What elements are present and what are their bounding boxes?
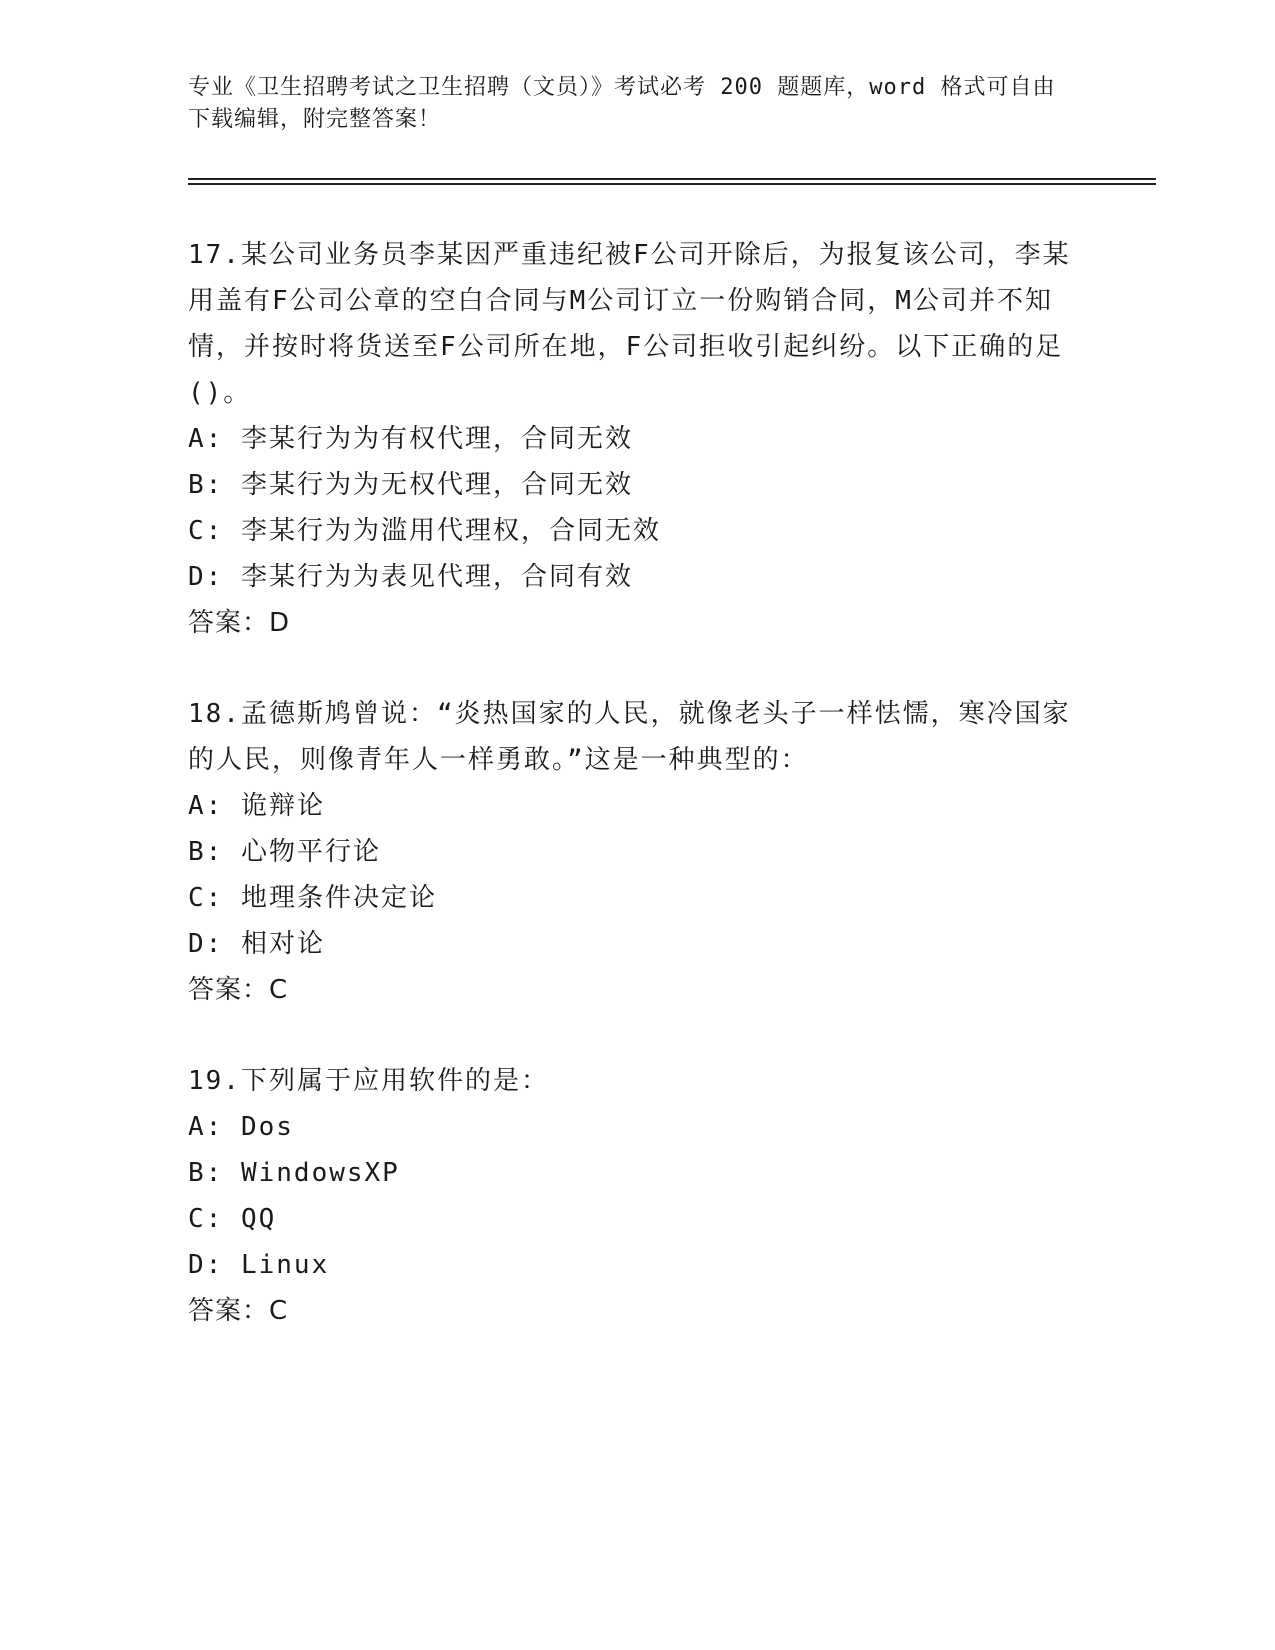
question-stem: 19.下列属于应用软件的是： [188,1066,549,1096]
option-d: D: 相对论 [188,929,325,959]
option-c: C: 李某行为为滥用代理权，合同无效 [188,516,661,546]
option-a: A: 李某行为为有权代理，合同无效 [188,424,633,454]
option-d: D: 李某行为为表见代理，合同有效 [188,562,633,592]
question-19 [188,1058,1088,1334]
option-c: C: 地理条件决定论 [188,883,437,913]
answer: 答案：C [188,1296,289,1326]
document-header: 专业《卫生招聘考试之卫生招聘（文员）》考试必考 200 题题库，word 格式可自由下载编辑，附完整答案！ [188,75,1056,132]
option-b: B: WindowsXP [188,1158,400,1188]
question-18 [188,691,1088,1013]
option-a: A: Dos [188,1112,294,1142]
answer: 答案：C [188,975,289,1005]
header-divider-top [188,178,1156,180]
question-stem: 17.某公司业务员李某因严重违纪被F公司开除后，为报复该公司，李某用盖有F公司公章的空白合同与M公司订立一份购销合同，M公司并不知情，并按时将货送至F公司所在地，F公司拒收引起纠纷。以下正确的足()。 [188,240,1071,408]
question-stem: 18.孟德斯鸠曾说：“炎热国家的人民，就像老头子一样怯懦，寒冷国家的人民，则像青年人一样勇敢。”这是一种典型的： [188,699,1071,775]
option-d: D: Linux [188,1250,330,1280]
header-divider-bottom [188,183,1156,185]
option-b: B: 心物平行论 [188,837,381,867]
option-a: A: 诡辩论 [188,791,325,821]
question-17 [188,232,1088,646]
option-c: C: QQ [188,1204,277,1234]
answer: 答案：D [188,608,291,638]
option-b: B: 李某行为为无权代理，合同无效 [188,470,633,500]
